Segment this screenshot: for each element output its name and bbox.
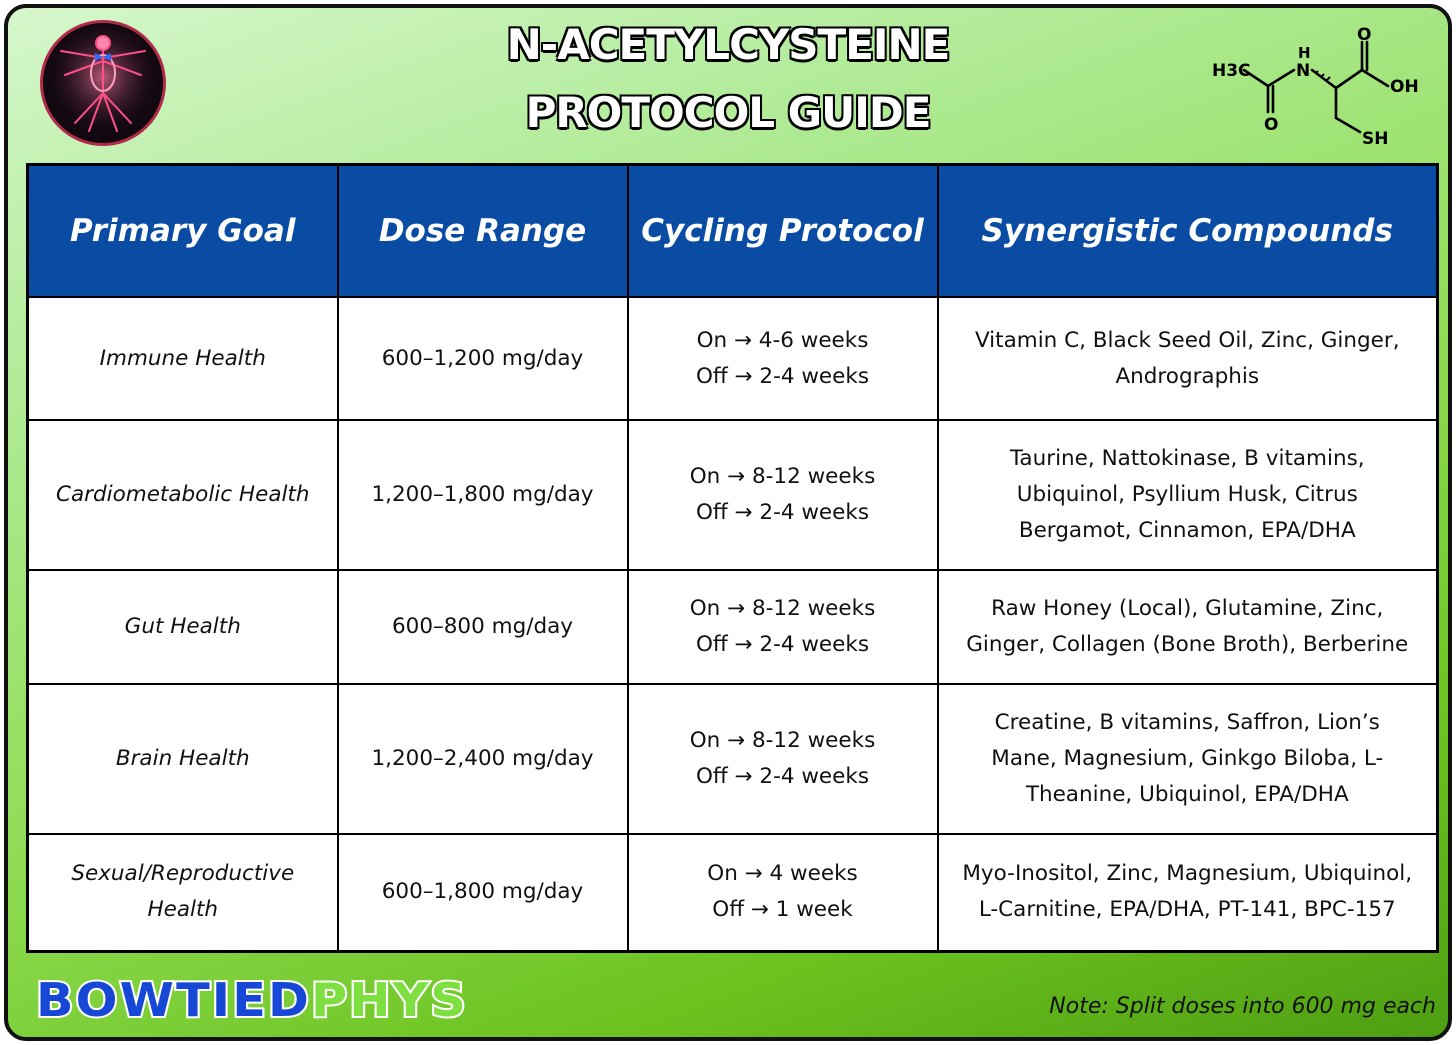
cycle-on: On → 4-6 weeks bbox=[696, 327, 869, 353]
header-primary-goal: Primary Goal bbox=[28, 165, 338, 298]
infographic-frame bbox=[4, 4, 1452, 1041]
molecule-n-label: N bbox=[1296, 61, 1311, 81]
header-synergistic-compounds: Synergistic Compounds bbox=[938, 165, 1438, 298]
cycle-on: On → 8-12 weeks bbox=[689, 464, 876, 489]
compounds-cell: Raw Honey (Local), Glutamine, Zinc, Ginger, Collagen (Bone Broth), Berberine bbox=[938, 570, 1438, 684]
goal-cell: Gut Health bbox=[28, 570, 338, 684]
cycling-cell bbox=[628, 834, 938, 951]
molecule-oh-label: OH bbox=[1390, 77, 1419, 97]
header-cycling-protocol: Cycling Protocol bbox=[628, 165, 938, 298]
title-line-1: N-ACETYLCYSTEINE bbox=[506, 20, 950, 69]
cycling-cell bbox=[628, 684, 938, 834]
table-row bbox=[28, 420, 1438, 570]
table-row bbox=[28, 297, 1438, 420]
nac-molecule-structure-icon bbox=[1198, 18, 1438, 153]
cycling-cell bbox=[628, 297, 938, 420]
cycle-on: On → 8-12 weeks bbox=[689, 596, 876, 621]
compounds-cell: Taurine, Nattokinase, B vitamins, Ubiquinol, Psyllium Husk, Citrus Bergamot, Cinnamon, EPA/DHA bbox=[938, 420, 1438, 570]
dose-cell: 1,200–2,400 mg/day bbox=[338, 684, 628, 834]
compounds-cell: Vitamin C, Black Seed Oil, Zinc, Ginger, Andrographis bbox=[938, 297, 1438, 420]
molecule-h-label: H bbox=[1298, 44, 1311, 62]
dose-cell: 1,200–1,800 mg/day bbox=[338, 420, 628, 570]
goal-cell: Sexual/Reproductive Health bbox=[28, 834, 338, 951]
cycle-on: On → 4 weeks bbox=[707, 861, 858, 887]
cycle-on: On → 8-12 weeks bbox=[689, 728, 876, 753]
dose-cell: 600–1,200 mg/day bbox=[338, 297, 628, 420]
cycle-off: Off → 2-4 weeks bbox=[695, 764, 870, 789]
compounds-cell: Creatine, B vitamins, Saffron, Lion’s Mane, Magnesium, Ginkgo Biloba, L-Theanine, Ubiquinol, EPA/DHA bbox=[938, 684, 1438, 834]
vitruvian-man-logo-icon bbox=[40, 20, 166, 146]
dose-cell: 600–800 mg/day bbox=[338, 570, 628, 684]
goal-cell: Immune Health bbox=[28, 297, 338, 420]
molecule-h3c-label: H3C bbox=[1212, 61, 1251, 81]
cycling-cell bbox=[628, 570, 938, 684]
svg-text:BOWTIEDPHYS bbox=[36, 973, 468, 1026]
cycling-cell bbox=[628, 420, 938, 570]
molecule-sh-label: SH bbox=[1362, 129, 1389, 149]
brand-phys-text: PHYS bbox=[311, 973, 458, 1026]
dosing-note: Note: Split doses into 600 mg each bbox=[1049, 994, 1436, 1019]
molecule-o-bottom-label: O bbox=[1264, 115, 1279, 135]
table-row bbox=[28, 684, 1438, 834]
cycle-off: Off → 2-4 weeks bbox=[695, 500, 870, 525]
compounds-cell: Myo-Inositol, Zinc, Magnesium, Ubiquinol, L-Carnitine, EPA/DHA, PT-141, BPC-157 bbox=[938, 834, 1438, 951]
table-header-row bbox=[28, 165, 1438, 298]
table-row bbox=[28, 570, 1438, 684]
header-dose-range: Dose Range bbox=[338, 165, 628, 298]
cycle-off: Off → 1 week bbox=[712, 897, 853, 923]
dose-cell: 600–1,800 mg/day bbox=[338, 834, 628, 951]
title-line-2: PROTOCOL GUIDE bbox=[525, 88, 931, 137]
brand-bowtied-text: BOWTIED bbox=[36, 973, 294, 1026]
goal-cell: Brain Health bbox=[28, 684, 338, 834]
bowtiedphys-brand-logo bbox=[34, 972, 474, 1026]
protocol-table bbox=[26, 163, 1439, 953]
molecule-o-top-label: O bbox=[1357, 25, 1372, 45]
table-row bbox=[28, 834, 1438, 951]
cycle-off: Off → 2-4 weeks bbox=[695, 632, 870, 657]
goal-cell: Cardiometabolic Health bbox=[28, 420, 338, 570]
cycle-off: Off → 2-4 weeks bbox=[695, 363, 870, 389]
